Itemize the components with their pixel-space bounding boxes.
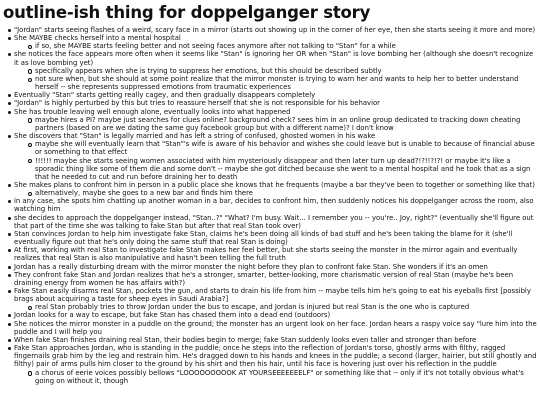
page-title: outline-ish thing for doppelganger story — [3, 3, 371, 22]
outline-item-text: Jordan looks for a way to escape, but fake Stan has chased them into a dead end (outdoors) — [14, 311, 331, 320]
outline-item — [3, 108, 537, 132]
outline-item — [3, 320, 537, 336]
outline-item-text: She has trouble leaving well enough alone, eventually looks into what happened — [14, 107, 291, 116]
outline-item — [3, 181, 537, 197]
outline-item — [3, 271, 537, 287]
outline-list — [3, 26, 537, 385]
outline-item — [3, 263, 537, 271]
outline-item-text: Stan convinces Jordan to help him investigate fake Stan, claims he's been doing all kinds of bad stuff and he's been taking the blame for it (she'll eventually figure out that he's only doing the same stuff that real Stan is doing) — [14, 229, 513, 247]
outline-item-text: She MAYBE checks herself into a mental hospital — [14, 34, 181, 43]
outline-item — [3, 230, 537, 246]
sub-outline-item: !!!!!! maybe she starts seeing women associated with him mysteriously disappear and then later turn up dead?!?!!?!?! or maybe it's like a sporadic thing like some of them die and some don't -- maybe she got ditched because she went to a mental hospital and he took that as a sign that he needed to cut and run before draining her to death — [14, 157, 537, 181]
outline-item — [3, 287, 537, 311]
outline-item-text: Fake Stan easily disarms real Stan, pockets the gun, and starts to drain his life from him -- maybe tells him he's going to eat his eyeballs first [possibly brags about acquiring a taste for sheep eyes in Saudi Arabia?] — [14, 287, 531, 304]
outline-item-text: Fake Stan approaches Jordan, who is standing in the puddle; once he steps into the reflection of Jordan's torso, ghostly arms with filthy, ragged fingernails grab him by the leg and restrain him. He's dragged down to his hands and knees in the puddle; a second (larger, hairier, but still ghostly and filthy) pair of arms pulls him closer to the ground by his shirt and then his hair, until his face is hovering just over his reflection in the puddle — [14, 344, 537, 369]
outline-item — [3, 311, 537, 319]
outline-item-text: in any case, she spots him chatting up another woman in a bar, decides to confront him, then suddenly notices his doppelganger across the room, also watching him — [14, 197, 534, 214]
outline-item — [3, 246, 537, 262]
sub-outline-item: maybe she will eventually learn that "Stan"'s wife is aware of his behavior and wishes she could leave but is unable to because of financial abuse or something to that effect — [14, 140, 537, 156]
sub-outline-list — [14, 42, 537, 50]
sub-outline-item: real Stan probably tries to throw Jordan under the bus to escape, and Jordan is injured but real Stan is the one who is captured — [14, 303, 537, 311]
sub-outline-list — [14, 116, 537, 132]
outline-item-text: She notices the mirror monster in a puddle on the ground; the monster has an urgent look on her face. Jordan hears a raspy voice say "lure him into the puddle and I will help you — [14, 319, 537, 336]
outline-item-text: "Jordan" is highly perturbed by this but tries to reassure herself that she is not responsible for his behavior — [14, 99, 380, 108]
sub-outline-item: alternatively, maybe she goes to a new bar and finds him there — [14, 189, 537, 197]
outline-item-text: Eventually "Stan" starts getting really cagey, and then gradually disappears completely — [14, 91, 316, 100]
outline-item-text: "Jordan" starts seeing flashes of a weird, scary face in a mirror (starts out showing up in the corner of her eye, then she starts seeing it more and more) — [14, 26, 536, 34]
outline-item-text: They confront fake Stan and Jordan realizes that he's a stronger, smarter, better-looking, more charismatic version of real Stan (maybe he's been draining energy from women he has affairs with?) — [14, 270, 514, 287]
sub-outline-item: specifically appears when she is trying to suppress her emotions, but this should be described subtly — [14, 67, 537, 75]
outline-item — [3, 344, 537, 385]
outline-item-text: She makes plans to confront him in person in a public place she knows that he frequents (maybe a bar they've been to together or something like that) — [14, 180, 535, 189]
sub-outline-list — [14, 303, 537, 311]
outline-item-text: At first, working with real Stan to investigate fake Stan makes her feel better, but she starts seeing the monster in the mirror again and eventually realizes that real Stan is also manipulative and hasn't been telling the full truth — [14, 246, 518, 263]
outline-item — [3, 197, 537, 213]
sub-outline-item: not sure when, but she should at some point realize that the mirror monster is trying to warn her and wants to help her to better understand herself -- she represents suppressed emotions from traumatic experiences — [14, 75, 537, 91]
sub-outline-list — [14, 189, 537, 197]
sub-outline-item: maybe hires a PI? maybe just searches for clues online? background check? sees him in an online group dedicated to tracking down cheating partners (based on are we dating the same guy facebook group but with a different name)? I don't know — [14, 116, 537, 132]
sub-outline-list — [14, 369, 537, 385]
outline-item-text: Jordan has a really disturbing dream with the mirror monster the night before they plan to confront fake Stan. She wonders if it's an omen — [14, 262, 488, 271]
outline-item-text: When fake Stan finishes draining real Stan, their bodies begin to merge; fake Stan suddenly looks even taller and stronger than before — [14, 335, 477, 344]
sub-outline-list — [14, 140, 537, 181]
sub-outline-list — [14, 67, 537, 91]
outline-item — [3, 34, 537, 50]
sub-outline-item: if so, she MAYBE starts feeling better and not seeing faces anymore after not talking to "Stan" for a while — [14, 42, 537, 50]
outline-item-text: she decides to approach the doppelganger instead, "Stan..?" "What? I'm busy. Wait... I remember you -- you're.. Joy, right?" (eventually she'll figure out that part of the time she was talking to fake Stan but after that real Stan took over) — [14, 213, 534, 230]
outline-item — [3, 26, 537, 34]
outline-item — [3, 91, 537, 99]
outline-item — [3, 99, 537, 107]
outline-item — [3, 50, 537, 91]
outline-item — [3, 132, 537, 181]
outline-item-text: She discovers that "Stan" is legally married and has left a string of confused, ghosted women in his wake — [14, 132, 376, 141]
sub-outline-item: a chorus of eerie voices possibly bellows "LOOOOOOOOOK AT YOURSEEEEEEELF" or something like that -- only if it's not totally obvious what's going on without it, though — [14, 369, 537, 385]
outline-item-text: she notices the face appears more often when it seems like "Stan" is ignoring her OR when "Stan" is love bombing her (although she doesn't recognize it as love bombing yet) — [14, 50, 534, 67]
outline-item — [3, 214, 537, 230]
outline-item — [3, 336, 537, 344]
